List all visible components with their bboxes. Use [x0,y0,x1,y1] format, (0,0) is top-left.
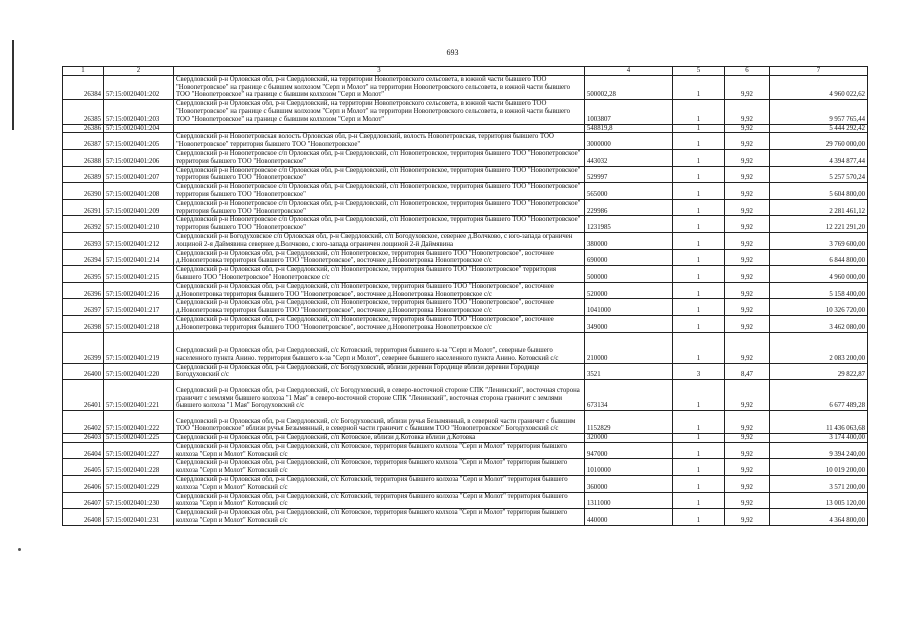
cadastral-value: 5 158 400,00 [770,282,868,299]
column-5-value: 1 [673,75,725,99]
row-number: 26408 [63,509,104,526]
row-number: 26393 [63,232,104,249]
column-6-value: 9,92 [725,133,770,150]
row-number: 26404 [63,442,104,459]
column-6-value: 9,92 [725,434,770,443]
column-6-value: 9,92 [725,380,770,411]
table-row [63,332,868,363]
cadastral-number: 57:15:0020401:230 [104,492,174,509]
cadastral-value: 11 436 063,68 [770,411,868,434]
column-6-value: 9,92 [725,216,770,233]
column-6-value: 9,92 [725,411,770,434]
cadastral-number: 57:15:0020401:217 [104,299,174,316]
cadastral-value: 2 083 200,00 [770,332,868,363]
column-5-value: 1 [673,509,725,526]
column-header: 6 [725,67,770,76]
column-5-value: 1 [673,411,725,434]
cadastral-number: 57:15:0020401:225 [104,434,174,443]
area-value: 673134 [585,380,673,411]
table-row [63,149,868,166]
column-header: 4 [585,67,673,76]
table-row [63,199,868,216]
column-6-value: 9,92 [725,332,770,363]
location-description: Свердловский р-н Орловская обл, р-н Свердловский, с/с Богодуховский, вблизи ручья Безымянный, в северной части граничит с бывшим ТОО "Новопетровское" вблизи ручья Безымянный, в северной части граничит с бывшим ТОО "Новопетровское" Богодуховский с/с [174,411,585,434]
area-value: 360000 [585,476,673,493]
area-value: 1003807 [585,100,673,124]
cadastral-number: 57:15:0020401:220 [104,363,174,380]
table-row [63,380,868,411]
column-6-value: 9,92 [725,166,770,183]
cadastral-number: 57:15:0020401:205 [104,133,174,150]
location-description: Свердловский р-н Орловская обл, р-н Свердловский, с/с Котовский, территория бывшего колхоза "Серп и Молот" территория бывшего колхоза "Серп и Молот" Котовский с/с [174,492,585,509]
column-5-value: 1 [673,149,725,166]
column-6-value: 9,92 [725,124,770,133]
cadastral-number: 57:15:0020401:229 [104,476,174,493]
column-5-value: 1 [673,166,725,183]
location-description: Свердловский р-н Новопетровская волость Орловская обл, р-н Свердловский, волость Новопетровская, территория бывшего ТОО "Новопетровское" территория бывшего ТОО "Новопетровское" [174,133,585,150]
table-row [63,476,868,493]
cadastral-value: 5 257 570,24 [770,166,868,183]
cadastral-value: 12 221 291,20 [770,216,868,233]
table-row [63,282,868,299]
area-value: 1311000 [585,492,673,509]
column-5-value: 1 [673,299,725,316]
location-description: Свердловский р-н Орловская обл, р-н Свердловский, с/п Котовское, территория бывшего колхоза "Серп и Молот" территория бывшего колхоза "Серп и Молот" Котовский с/с [174,509,585,526]
row-number: 26398 [63,315,104,332]
row-number: 26400 [63,363,104,380]
column-5-value: 1 [673,442,725,459]
column-6-value: 9,92 [725,100,770,124]
column-6-value: 9,92 [725,199,770,216]
area-value: 443032 [585,149,673,166]
row-number: 26395 [63,266,104,283]
row-number: 26396 [63,282,104,299]
table-row [63,183,868,200]
column-6-value: 8,47 [725,363,770,380]
column-6-value: 9,92 [725,282,770,299]
column-5-value: 1 [673,380,725,411]
cadastral-value: 5 604 800,00 [770,183,868,200]
cadastral-number: 57:15:0020401:214 [104,249,174,266]
column-6-value: 9,92 [725,266,770,283]
table-row [63,434,868,443]
cadastral-value: 29 760 000,00 [770,133,868,150]
table-row [63,442,868,459]
area-value: 1010000 [585,459,673,476]
table-row [63,411,868,434]
row-number: 26391 [63,199,104,216]
column-5-value: 1 [673,199,725,216]
table-row [63,75,868,99]
column-5-value: 1 [673,249,725,266]
column-5-value: 1 [673,282,725,299]
cadastral-number: 57:15:0020401:228 [104,459,174,476]
cadastral-number: 57:15:0020401:210 [104,216,174,233]
column-6-value: 9,92 [725,442,770,459]
location-description: Свердловский р-н Орловская обл, р-н Свердловский, с/п Котовское, территория бывшего колхоза "Серп и Молот" территория бывшего колхоза "Серп и Молот" Котовский с/с [174,442,585,459]
row-number: 26401 [63,380,104,411]
scan-dust-mark [18,548,21,551]
cadastral-number: 57:15:0020401:204 [104,124,174,133]
row-number: 26407 [63,492,104,509]
row-number: 26385 [63,100,104,124]
page-number: 693 [446,48,459,57]
area-value: 3521 [585,363,673,380]
column-5-value: 1 [673,133,725,150]
column-6-value: 9,92 [725,509,770,526]
location-description: Свердловский р-н Орловская обл, р-н Свердловский, с/п Котовское, вблизи д.Котовка вблизи д.Котовка [174,434,585,443]
table-row [63,100,868,124]
area-value: 210000 [585,332,673,363]
column-5-value: 1 [673,434,725,443]
column-5-value: 1 [673,232,725,249]
location-description: Свердловский р-н Орловская обл, р-н Свердловский, с/п Новопетровское, территория бывшего ТОО "Новопетровское" территория бывшего ТОО "Новопетровское" Новопетровское с/с [174,266,585,283]
location-description: Свердловский р-н Богодуховское с/п Орловская обл, р-н Свердловский, с/п Богодуховское, севернее д.Волчково, с юго-запада ограничен лощиной 2-я Даймявина севернее д.Волчково, с юго-запада ограничен лощиной 2-й Даймявина [174,232,585,249]
location-description: Свердловский р-н Орловская обл, р-н Свердловский, с/п Новопетровское, территория бывшего ТОО "Новопетровское", восточнее д.Новопетровка территория бывшего ТОО "Новопетровское", восточнее д.Новопетровка Новопетровское с/с [174,282,585,299]
cadastral-value: 6 677 489,28 [770,380,868,411]
cadastral-number: 57:15:0020401:227 [104,442,174,459]
column-header: 7 [770,67,868,76]
column-5-value: 1 [673,124,725,133]
area-value: 565000 [585,183,673,200]
location-description: Свердловский р-н Новопетровское с/п Орловская обл, р-н Свердловский, с/п Новопетровское, территория бывшего ТОО "Новопетровское" территория бывшего ТОО "Новопетровское" [174,183,585,200]
area-value: 548819,8 [585,124,673,133]
row-number: 26405 [63,459,104,476]
cadastral-value: 29 822,87 [770,363,868,380]
location-description: Свердловский р-н Орловская обл, р-н Свердловский, с/п Новопетровское, территория бывшего ТОО "Новопетровское", восточнее д.Новопетровка территория бывшего ТОО "Новопетровское", восточнее д.Новопетровка Новопетровское с/с [174,299,585,316]
area-value: 500002,28 [585,75,673,99]
cadastral-number: 57:15:0020401:212 [104,232,174,249]
column-6-value: 9,92 [725,459,770,476]
column-header: 5 [673,67,725,76]
cadastral-number: 57:15:0020401:208 [104,183,174,200]
cadastral-value: 4 364 800,00 [770,509,868,526]
column-6-value: 9,92 [725,476,770,493]
cadastral-number: 57:15:0020401:207 [104,166,174,183]
row-number: 26388 [63,149,104,166]
area-value: 349000 [585,315,673,332]
cadastral-number: 57:15:0020401:221 [104,380,174,411]
area-value: 3000000 [585,133,673,150]
location-description: Свердловский р-н Орловская обл, р-н Свердловский, с/п Новопетровское, территория бывшего ТОО "Новопетровское", восточнее д.Новопетровка территория бывшего ТОО "Новопетровское", восточнее д.Новопетровка Новопетровское с/с [174,315,585,332]
area-value: 1041000 [585,299,673,316]
area-value: 1231985 [585,216,673,233]
table-row [63,492,868,509]
location-description: Свердловский р-н Орловская обл, р-н Свердловский, на территории Новопетровского сельсовета, в южной части бывшего ТОО "Новопетровское" на границе с бывшим колхозом "Серп и Молот" на территории Новопетровского сельсовета, в южной части бывшего ТОО "Новопетровское" на границе с бывшим колхозом "Серп и Молот" [174,75,585,99]
area-value: 380000 [585,232,673,249]
row-number: 26384 [63,75,104,99]
row-number: 26403 [63,434,104,443]
row-number: 26389 [63,166,104,183]
cadastral-number: 57:15:0020401:209 [104,199,174,216]
column-5-value: 1 [673,492,725,509]
location-description: Свердловский р-н Орловская обл, р-н Свердловский, с/с Богодуховский, в северо-восточной стороне СПК "Ленинский", восточная сторона граничит с землями бывшего колхоза "1 Мая" в северо-восточной стороне СПК "Ленинский", восточная сторона граничит с землями бывшего колхоза "1 Мая" Богодуховский с/с [174,380,585,411]
column-6-value: 9,92 [725,299,770,316]
cadastral-number: 57:15:0020401:202 [104,75,174,99]
area-value: 520000 [585,282,673,299]
column-5-value: 1 [673,459,725,476]
table-header-row [63,67,868,76]
column-5-value: 3 [673,363,725,380]
cadastral-number: 57:15:0020401:218 [104,315,174,332]
table-row [63,363,868,380]
row-number: 26394 [63,249,104,266]
table-row [63,509,868,526]
area-value: 690000 [585,249,673,266]
table-row [63,124,868,133]
location-description: Свердловский р-н Новопетровское с/п Орловская обл, р-н Свердловский, с/п Новопетровское, территория бывшего ТОО "Новопетровское" территория бывшего ТОО "Новопетровское" [174,199,585,216]
location-description: Свердловский р-н Орловская обл, р-н Свердловский, с/с Котовский, территория бывшего колхоза "Серп и Молот" территория бывшего колхоза "Серп и Молот" Котовский с/с [174,476,585,493]
location-description: Свердловский р-н Новопетровское с/п Орловская обл, р-н Свердловский, с/п Новопетровское, территория бывшего ТОО "Новопетровское" территория бывшего ТОО "Новопетровское" [174,149,585,166]
column-5-value: 1 [673,476,725,493]
column-6-value: 9,92 [725,75,770,99]
location-description: Свердловский р-н Новопетровское с/п Орловская обл, р-н Свердловский, с/п Новопетровское, территория бывшего ТОО "Новопетровское" территория бывшего ТОО "Новопетровское" [174,216,585,233]
column-header: 1 [63,67,104,76]
area-value: 320000 [585,434,673,443]
table-row [63,249,868,266]
cadastral-number: 57:15:0020401:219 [104,332,174,363]
column-5-value: 1 [673,183,725,200]
cadastral-number: 57:15:0020401:206 [104,149,174,166]
area-value: 947000 [585,442,673,459]
cadastral-value: 4 960 022,62 [770,75,868,99]
cadastral-number: 57:15:0020401:215 [104,266,174,283]
row-number: 26402 [63,411,104,434]
cadastral-value: 10 019 200,00 [770,459,868,476]
cadastral-value: 6 844 800,00 [770,249,868,266]
cadastral-value: 3 462 080,00 [770,315,868,332]
column-6-value: 9,92 [725,249,770,266]
column-header: 2 [104,67,174,76]
column-5-value: 1 [673,315,725,332]
row-number: 26397 [63,299,104,316]
column-6-value: 9,92 [725,232,770,249]
cadastral-value: 2 281 461,12 [770,199,868,216]
column-6-value: 9,92 [725,315,770,332]
location-description: Свердловский р-н Орловская обл, р-н Свердловский, с/п Новопетровское, территория бывшего ТОО "Новопетровское", восточнее д.Новопетровка территория бывшего ТОО "Новопетровское", восточнее д.Новопетровка Новопетровское с/с [174,249,585,266]
cadastral-value: 4 960 000,00 [770,266,868,283]
column-6-value: 9,92 [725,149,770,166]
table-row [63,216,868,233]
row-number: 26406 [63,476,104,493]
location-description [174,124,585,133]
table-row [63,133,868,150]
column-5-value: 1 [673,266,725,283]
cadastral-number: 57:15:0020401:231 [104,509,174,526]
location-description: Свердловский р-н Орловская обл, р-н Свердловский, с/с Котовский, территория бывшего к-за "Серп и Молот", северные бывшего населенного пункта Анино. территория бывшего к-за "Серп и Молот", севернее бывшего населенного пункта Анино. Котовский с/с [174,332,585,363]
cadastral-number: 57:15:0020401:203 [104,100,174,124]
column-6-value: 9,92 [725,492,770,509]
row-number: 26390 [63,183,104,200]
location-description: Свердловский р-н Орловская обл, р-н Свердловский, с/с Богодуховский, вблизи деревни Городище вблизи деревни Городище Богодуховский с/с [174,363,585,380]
column-5-value: 1 [673,100,725,124]
cadastral-value: 10 326 720,00 [770,299,868,316]
table-row [63,166,868,183]
cadastral-value: 3 174 400,00 [770,434,868,443]
table-row [63,232,868,249]
table-row [63,299,868,316]
table-row [63,459,868,476]
table-row [63,315,868,332]
location-description: Свердловский р-н Орловская обл, р-н Свердловский, с/п Котовское, территория бывшего колхоза "Серп и Молот" территория бывшего колхоза "Серп и Молот" Котовский с/с [174,459,585,476]
column-6-value: 9,92 [725,183,770,200]
cadastral-number: 57:15:0020401:222 [104,411,174,434]
column-header: 3 [174,67,585,76]
area-value: 1152829 [585,411,673,434]
cadastral-value: 3 769 600,00 [770,232,868,249]
location-description: Свердловский р-н Орловская обл, р-н Свердловский, на территории Новопетровского сельсовета, в южной части бывшего ТОО "Новопетровское" на границе с бывшим колхозом "Серп и Молот" на территории Новопетровского сельсовета, в южной части бывшего ТОО "Новопетровское" на границе с бывшим колхозом "Серп и Молот" [174,100,585,124]
cadastral-value: 9 394 240,00 [770,442,868,459]
row-number: 26387 [63,133,104,150]
cadastral-value: 9 957 765,44 [770,100,868,124]
cadastral-value: 13 005 120,00 [770,492,868,509]
column-5-value: 1 [673,332,725,363]
location-description: Свердловский р-н Новопетровское с/п Орловская обл, р-н Свердловский, с/п Новопетровское, территория бывшего ТОО "Новопетровское" территория бывшего ТОО "Новопетровское" [174,166,585,183]
column-5-value: 1 [673,216,725,233]
cadastral-value: 5 444 292,42 [770,124,868,133]
cadastral-table [62,66,868,526]
area-value: 229986 [585,199,673,216]
row-number: 26386 [63,124,104,133]
area-value: 529997 [585,166,673,183]
area-value: 440000 [585,509,673,526]
cadastral-value: 4 394 877,44 [770,149,868,166]
area-value: 500000 [585,266,673,283]
row-number: 26399 [63,332,104,363]
cadastral-value: 3 571 200,00 [770,476,868,493]
row-number: 26392 [63,216,104,233]
table-row [63,266,868,283]
cadastral-number: 57:15:0020401:216 [104,282,174,299]
